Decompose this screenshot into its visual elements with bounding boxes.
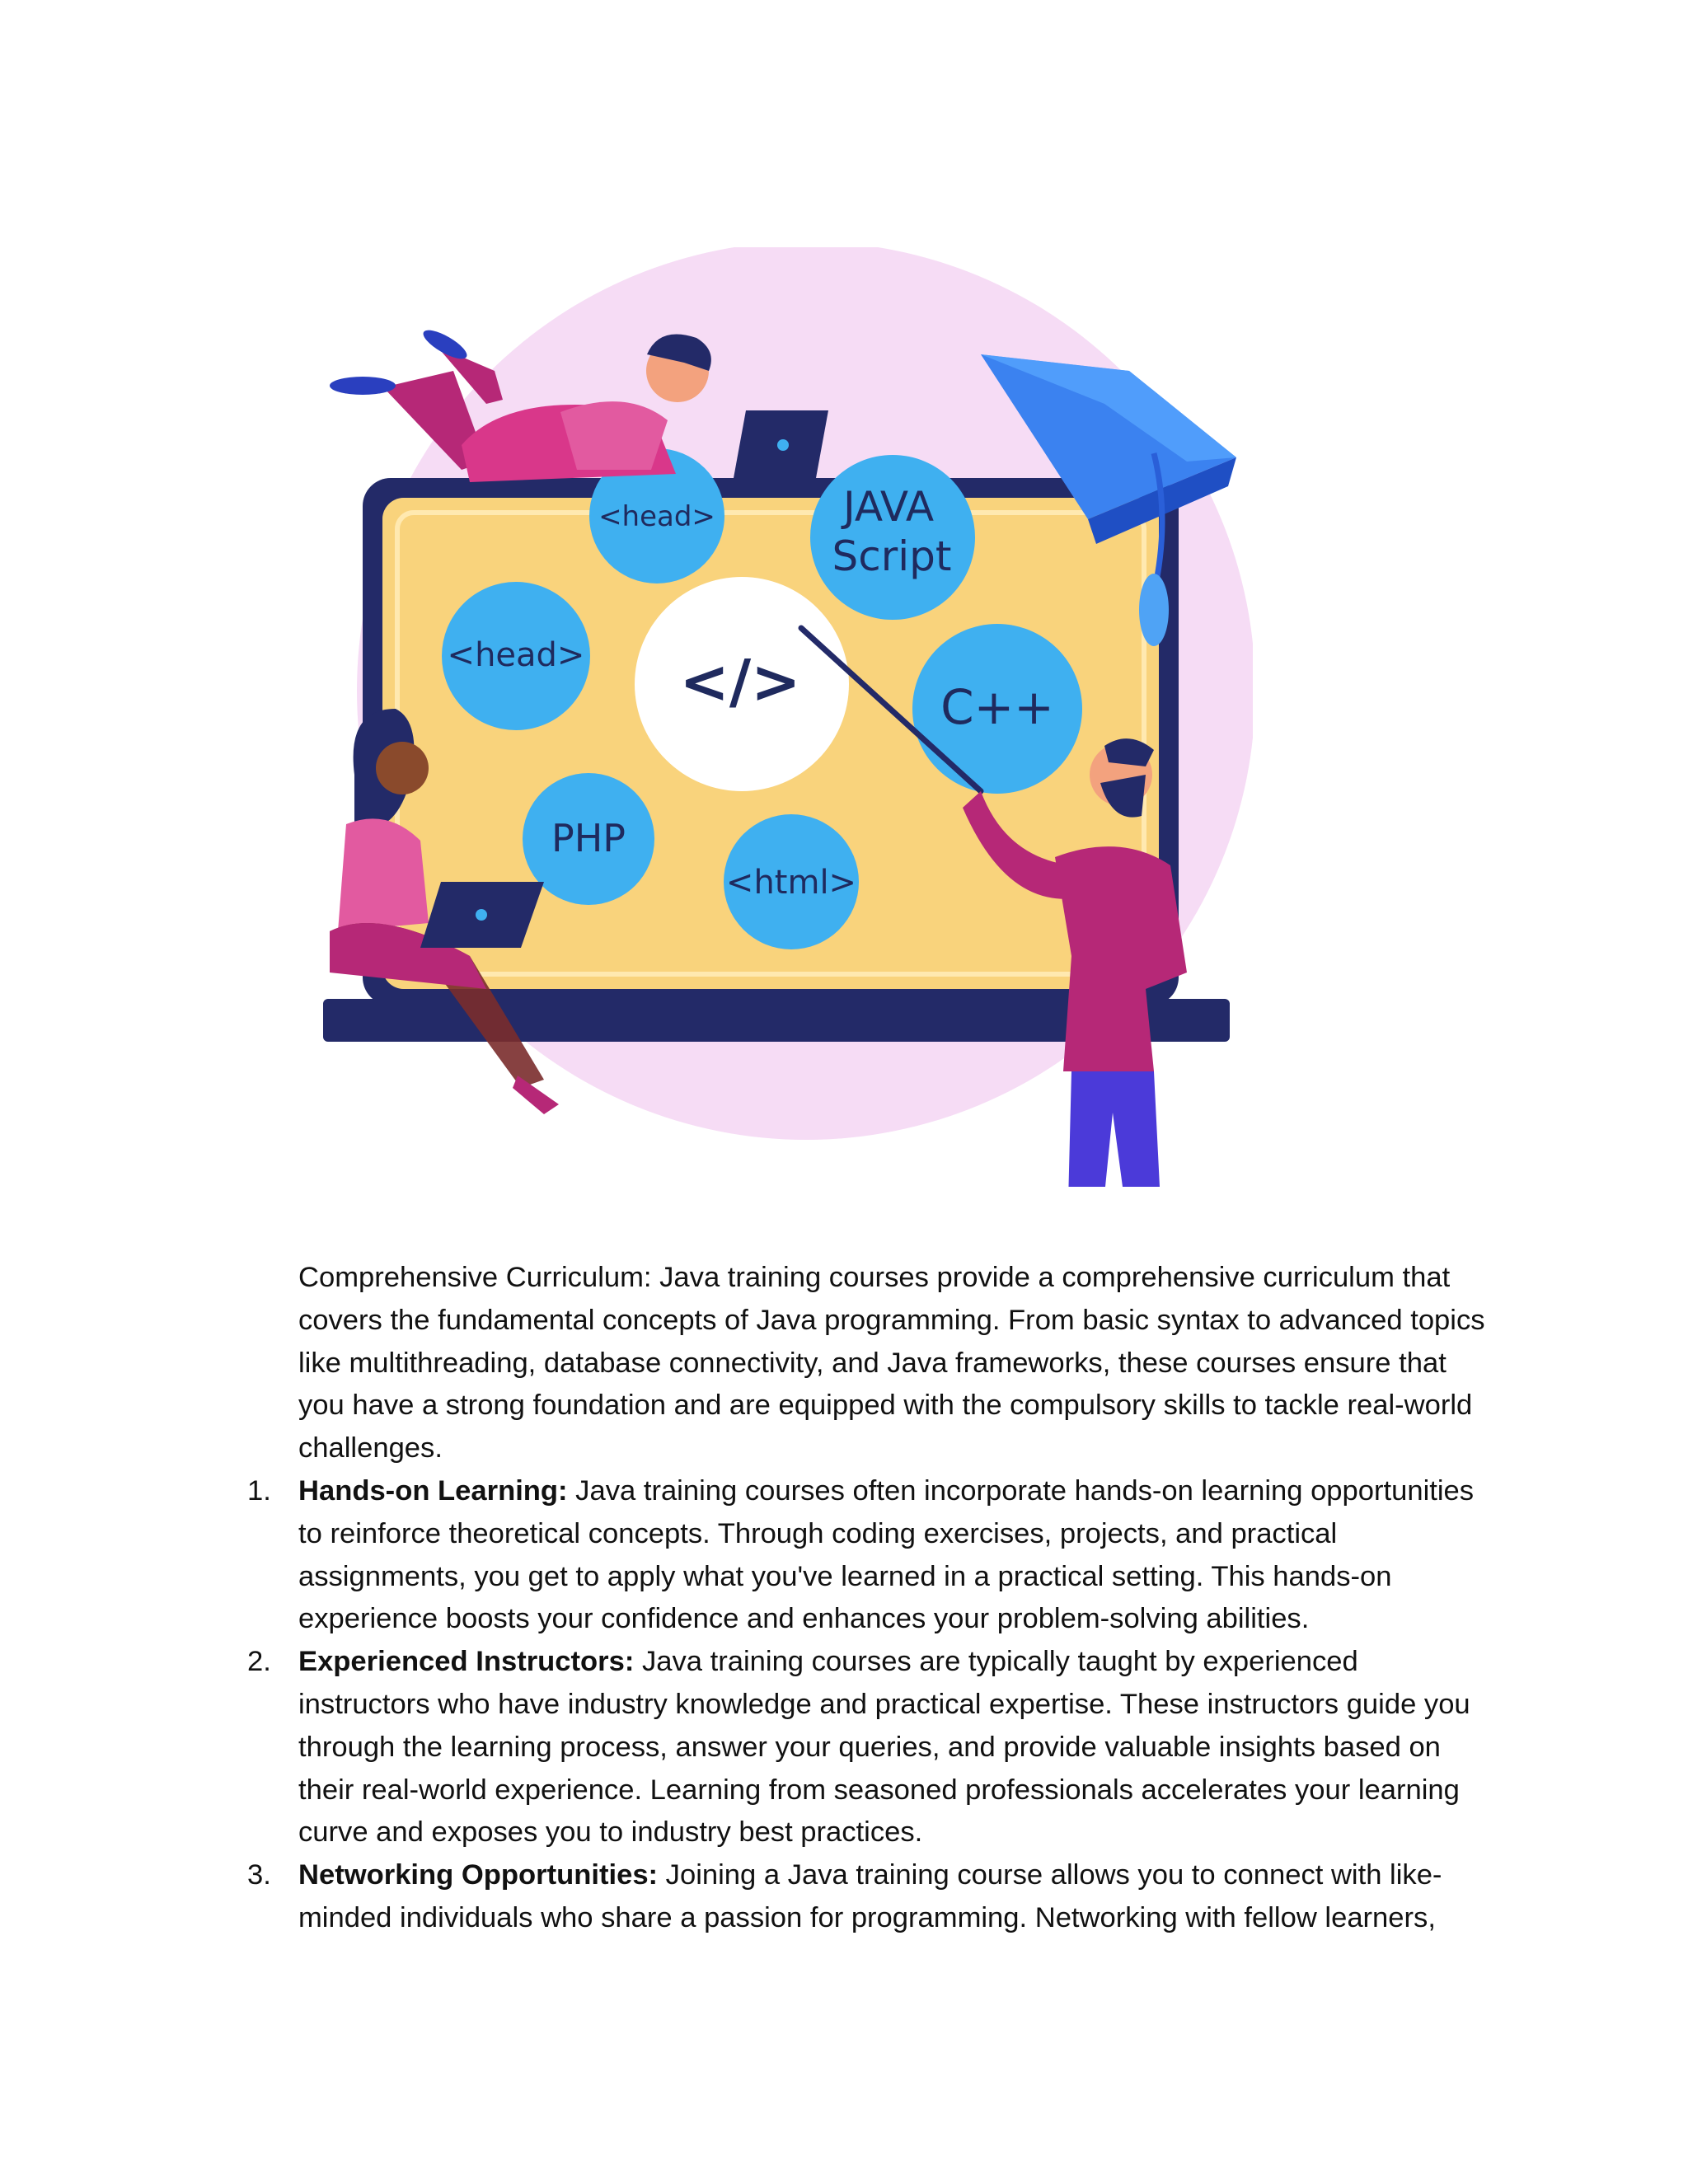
- list-item-heading: Networking Opportunities:: [298, 1859, 659, 1891]
- php-bubble-label: PHP: [551, 816, 626, 860]
- list-item: [247, 1854, 1493, 1940]
- list-item-text: Joining a Java training course allows you to connect with like-minded individuals who share a passion for programming. Networking with fellow learners,: [298, 1859, 1442, 1933]
- list-item: [247, 1470, 1493, 1641]
- head-bubble-left-label: <head>: [447, 636, 585, 674]
- list-item-heading: Hands-on Learning:: [298, 1474, 568, 1507]
- article-body: [247, 1257, 1493, 1940]
- head-bubble-top-label: <head>: [598, 500, 715, 533]
- list-item-text: Java training courses often incorporate hands-on learning opportunities to reinforce theoretical concepts. Through coding exercises, projects, and practical assignments, you get to apply what you've learned in a practical setting. This hands-on experience boosts your confidence and enhances your problem-solving abilities.: [298, 1474, 1475, 1635]
- intro-paragraph: Comprehensive Curriculum: Java training courses provide a comprehensive curriculum that covers the fundamental concepts of Java programming. From basic syntax to advanced topics like multithreading, database connectivity, and Java frameworks, these courses ensure that you have a strong foundation and are equipped with the compulsory skills to tackle real-world challenges.: [298, 1262, 1485, 1465]
- list-item-text: Java training courses are typically taught by experienced instructors who have industry knowledge and practical expertise. These instructors guide you through the learning process, answer your queries, and provide valuable insights based on their real-world experience. Learning from seasoned professionals accelerates your learning curve and exposes you to industry best practices.: [298, 1646, 1470, 1849]
- cpp-bubble-label: C++: [940, 679, 1054, 735]
- code-bubble-label: </>: [679, 647, 801, 716]
- list-item: [247, 1641, 1493, 1854]
- html-bubble-label: <html>: [725, 864, 857, 902]
- javascript-bubble-line2: Script: [832, 532, 952, 580]
- list-item-number: 1.: [247, 1474, 271, 1507]
- list-item-number: 2.: [247, 1646, 271, 1678]
- javascript-bubble-line1: JAVA: [842, 483, 935, 531]
- coding-education-illustration: [297, 247, 1253, 1187]
- list-item-heading: Experienced Instructors:: [298, 1646, 635, 1678]
- list-item-number: 3.: [247, 1859, 271, 1891]
